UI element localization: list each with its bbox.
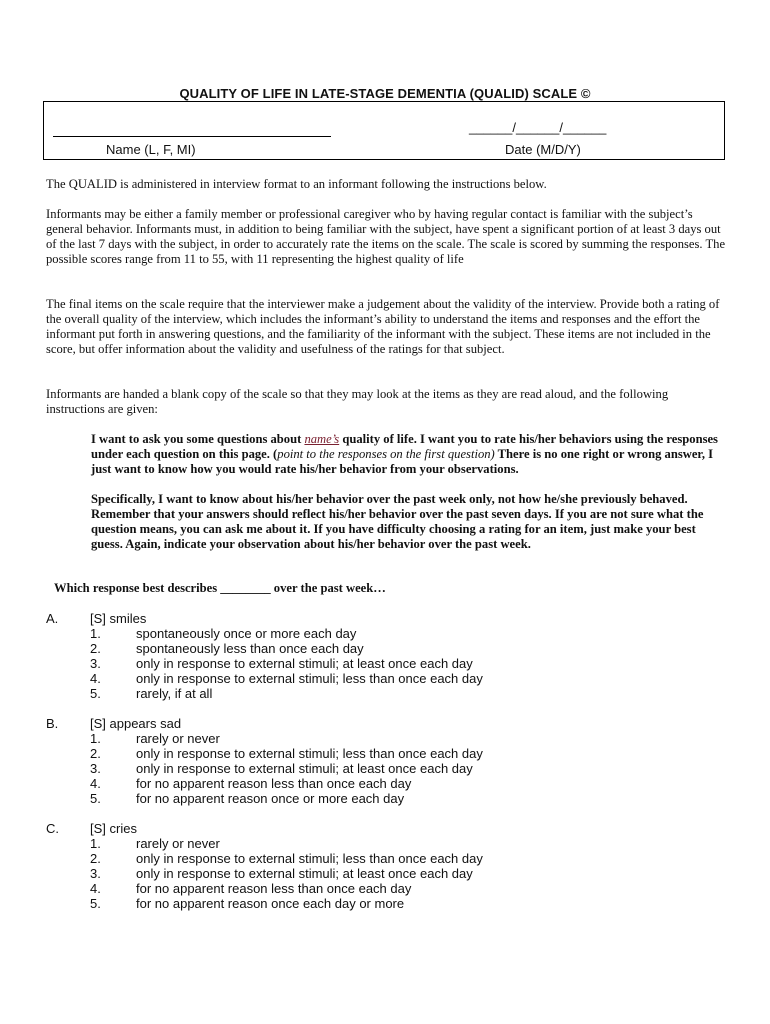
instruction-1-after: There is no one right or wrong answer, I just want to know how you would rate his/her behavior from your observations. (91, 447, 714, 476)
response-option[interactable] (46, 776, 726, 791)
option-text: only in response to external stimuli; at least once each day (136, 656, 473, 671)
option-number: 5. (90, 791, 101, 806)
response-option[interactable] (46, 626, 726, 641)
name-blank-line[interactable] (53, 136, 331, 137)
option-text: only in response to external stimuli; less than once each day (136, 671, 483, 686)
response-option[interactable] (46, 791, 726, 806)
option-text: only in response to external stimuli; at least once each day (136, 761, 473, 776)
option-text: spontaneously once or more each day (136, 626, 357, 641)
option-number: 3. (90, 866, 101, 881)
question-title: [S] smiles (90, 611, 147, 626)
option-number: 1. (90, 836, 101, 851)
response-option[interactable] (46, 656, 726, 671)
option-text: spontaneously less than once each day (136, 641, 364, 656)
option-number: 4. (90, 776, 101, 791)
date-label: Date (M/D/Y) (505, 142, 581, 157)
option-number: 4. (90, 671, 101, 686)
informants-paragraph: Informants may be either a family member or professional caregiver who by having regular contact is familiar with the subject’s general behavior. Informants must, in addition to being familiar with the subject, have spent a significant portion of at least 3 days out of the last 7 days with the subject, in order to accurately rate the items on the scale. The scale is scored by summing the responses. The possible scores range from 11 to 55, with 11 representing the highest quality of life (46, 207, 726, 266)
question-c (46, 821, 726, 911)
point-reference: point to the responses on the first question) (277, 447, 495, 461)
response-option[interactable] (46, 866, 726, 881)
question-letter: C. (46, 821, 59, 836)
response-option[interactable] (46, 761, 726, 776)
option-number: 3. (90, 656, 101, 671)
option-text: rarely, if at all (136, 686, 213, 701)
response-option[interactable] (46, 671, 726, 686)
option-text: rarely or never (136, 836, 220, 851)
page-title: QUALITY OF LIFE IN LATE-STAGE DEMENTIA (QUALID) SCALE © (179, 86, 591, 101)
option-text: only in response to external stimuli; less than once each day (136, 851, 483, 866)
instructions-intro-paragraph: Informants are handed a blank copy of the scale so that they may look at the items as they are read aloud, and the following instructions are given: (46, 387, 669, 416)
question-title: [S] cries (90, 821, 137, 836)
option-number: 2. (90, 746, 101, 761)
response-option[interactable] (46, 851, 726, 866)
name-label: Name (L, F, MI) (106, 142, 196, 157)
option-number: 2. (90, 851, 101, 866)
option-number: 3. (90, 761, 101, 776)
option-text: for no apparent reason less than once each day (136, 776, 412, 791)
response-option[interactable] (46, 731, 726, 746)
question-a (46, 611, 726, 701)
question-title: [S] appears sad (90, 716, 182, 731)
option-text: for no apparent reason once or more each day (136, 791, 405, 806)
option-number: 1. (90, 626, 101, 641)
response-option[interactable] (46, 896, 726, 911)
option-text: only in response to external stimuli; less than once each day (136, 746, 483, 761)
option-text: for no apparent reason less than once each day (136, 881, 412, 896)
option-text: for no apparent reason once each day or more (136, 896, 405, 911)
instruction-paragraph-2: Specifically, I want to know about his/her behavior over the past week only, not how he/she previously behaved. Remember that your answers should reflect his/her behavior over the past seven days. If you are not sure what the question means, you can ask me about it. If you have difficulty choosing a rating for an item, just make your best guess. Again, indicate your observation about his/her behavior over the past week. (91, 492, 704, 551)
instruction-paragraph-1 (91, 432, 725, 477)
option-number: 5. (90, 896, 101, 911)
option-number: 4. (90, 881, 101, 896)
question-prompt: Which response best describes ________ over the past week… (54, 581, 386, 595)
question-b (46, 716, 726, 806)
response-option[interactable] (46, 686, 726, 701)
date-blank[interactable]: ______/______/______ (469, 120, 607, 135)
instruction-1-middle: quality of life. I want you to rate his/her behaviors using the responses under each question on this page. ( (91, 432, 718, 461)
option-number: 1. (90, 731, 101, 746)
intro-paragraph: The QUALID is administered in interview format to an informant following the instructions below. (46, 177, 547, 191)
question-letter: B. (46, 716, 59, 731)
option-number: 5. (90, 686, 101, 701)
response-option[interactable] (46, 641, 726, 656)
response-option[interactable] (46, 881, 726, 896)
response-option[interactable] (46, 746, 726, 761)
final-items-paragraph: The final items on the scale require that the interviewer make a judgement about the validity of the interview. Provide both a rating of the overall quality of the interview, which includes the informant’s ability to understand the items and responses and the effort the informant put forth in answering questions, and the familiarity of the informant with the subject. These items are not included in the score, but offer information about the validity and usefulness of the ratings for that subject. (46, 297, 720, 356)
question-letter: A. (46, 611, 59, 626)
option-number: 2. (90, 641, 101, 656)
instruction-1-before: I want to ask you some questions about (91, 432, 305, 446)
name-reference: name’s (304, 432, 340, 446)
header-box (43, 101, 725, 160)
option-text: rarely or never (136, 731, 220, 746)
response-option[interactable] (46, 836, 726, 851)
option-text: only in response to external stimuli; at least once each day (136, 866, 473, 881)
